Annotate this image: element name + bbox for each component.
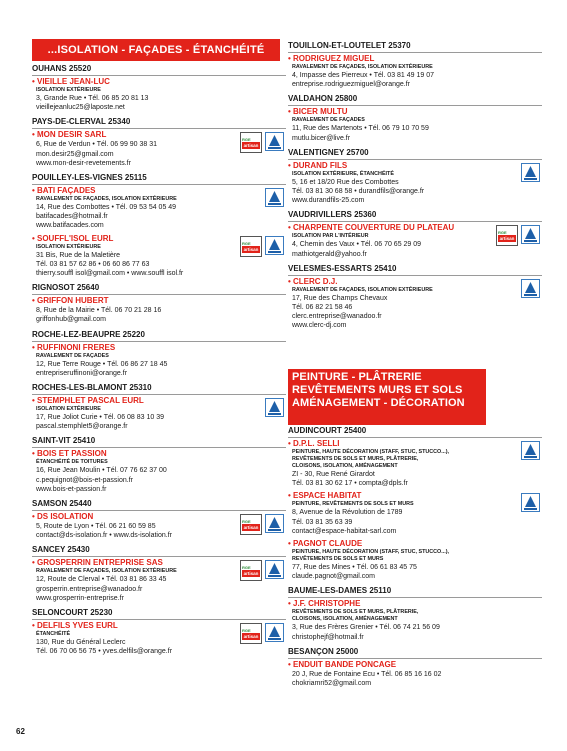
- city-heading: VALDAHON 25800: [288, 93, 542, 106]
- company-listing: [288, 223, 542, 258]
- contact-line: www.bois-et-passion.fr: [36, 485, 107, 493]
- certification-logos: [496, 225, 540, 246]
- contact-line: chokriamri52@gmail.com: [292, 680, 372, 688]
- bullet-icon: •: [288, 160, 291, 170]
- company-listing: [32, 512, 286, 540]
- bullet-icon: •: [32, 130, 35, 140]
- bullet-icon: •: [288, 223, 291, 233]
- contact-line: batifacades@hotmail.fr: [36, 213, 108, 221]
- city-heading: AUDINCOURT 25400: [288, 425, 542, 438]
- bullet-icon: •: [32, 77, 35, 86]
- certification-logos: [521, 441, 540, 460]
- activity-description: REVÊTEMENTS DE SOLS ET MURS: [292, 556, 384, 563]
- rge-artisan-logo: [240, 560, 262, 581]
- company-name: [288, 599, 542, 609]
- rge-artisan-logo: [240, 132, 262, 153]
- city-heading: VELESMES-ESSARTS 25410: [288, 263, 542, 276]
- company-name-text: J.F. CHRISTOPHE: [293, 599, 361, 609]
- activity-description: ISOLATION EXTÉRIEURE, ÉTANCHÉITÉ: [292, 170, 394, 177]
- company-name-text: VIEILLE JEAN-LUC: [37, 77, 110, 86]
- city-section: [32, 116, 286, 168]
- logo-text: RGE: [242, 628, 251, 634]
- contact-line: 17, Rue Joliot Curie • Tél. 06 08 83 10 39: [36, 414, 165, 422]
- company-name-text: DS ISOLATION: [37, 512, 94, 522]
- city-section: [32, 498, 286, 540]
- section-banner-peinture: [288, 369, 486, 425]
- contact-line: 6, Rue de Verdun • Tél. 06 99 90 38 31: [36, 141, 158, 149]
- company-name: [32, 296, 286, 306]
- company-name-text: DELFILS YVES EURL: [37, 621, 118, 631]
- city-section: [288, 585, 542, 641]
- company-name: [288, 54, 542, 64]
- bullet-icon: •: [32, 186, 35, 196]
- company-name: [32, 396, 286, 406]
- company-listing: [32, 296, 286, 324]
- company-name-text: MON DESIR SARL: [37, 130, 107, 140]
- contact-line: 16, Rue Jean Moulin • Tél. 07 76 62 37 00: [36, 467, 167, 475]
- activity-description: ISOLATION EXTÉRIEURE: [36, 243, 101, 250]
- activity-description: REVÊTEMENTS DE SOLS ET MURS, PLÂTRERIE,: [292, 456, 419, 462]
- bullet-icon: •: [288, 491, 291, 501]
- city-section: [288, 425, 542, 581]
- contact-line: 8, Avenue de la Révolution de 1789: [292, 509, 403, 517]
- qualibat-rge-logo: [265, 623, 284, 642]
- activity-description: ÉTANCHÉITÉ: [36, 631, 71, 638]
- company-name: [288, 660, 542, 670]
- qualibat-rge-logo: [265, 132, 284, 151]
- city-heading: ROCHE-LEZ-BEAUPRE 25220: [32, 329, 286, 342]
- qualibat-rge-logo: [521, 279, 540, 298]
- activity-description: RAVALEMENT DE FAÇADES, ISOLATION EXTÉRIEURE: [36, 196, 177, 203]
- company-listing: [288, 539, 542, 581]
- rge-artisan-logo: [240, 623, 262, 644]
- contact-line: www.grosperrin-entreprise.fr: [36, 594, 124, 602]
- contact-line: 4, Impasse des Pierreux • Tél. 03 81 49 19 07: [292, 72, 435, 79]
- city-section: [288, 147, 542, 206]
- qualibat-rge-logo: [521, 493, 540, 512]
- city-section: [32, 63, 286, 112]
- company-name-text: GRIFFON HUBERT: [37, 296, 109, 306]
- bullet-icon: •: [288, 439, 291, 448]
- logo-text: artisan: [243, 571, 259, 577]
- certification-logos: [265, 188, 284, 207]
- city-heading: SAMSON 25440: [32, 498, 286, 511]
- company-name-text: ENDUIT BANDE PONCAGE: [293, 659, 397, 669]
- city-section: [32, 544, 286, 603]
- company-listing: [32, 343, 286, 378]
- banner-line: REVÊTEMENTS MURS ET SOLS: [292, 384, 463, 396]
- right-column-bottom: [288, 425, 542, 692]
- certification-logos: [240, 560, 284, 581]
- company-name-text: CLERC D.J.: [293, 276, 338, 286]
- company-listing: [288, 439, 542, 488]
- company-listing: [32, 621, 286, 656]
- contact-line: 12, Rue Terre Rouge • Tél. 06 86 27 18 45: [36, 360, 168, 368]
- company-name: [32, 186, 286, 196]
- city-heading: SELONCOURT 25230: [32, 607, 286, 620]
- bullet-icon: •: [32, 296, 35, 306]
- company-listing: [288, 161, 542, 206]
- qualibat-rge-logo: [521, 163, 540, 182]
- activity-description: RAVALEMENT DE FAÇADES: [292, 117, 365, 124]
- company-name-text: BATI FAÇADES: [37, 186, 96, 196]
- city-heading: ROCHES-LES-BLAMONT 25310: [32, 382, 286, 395]
- qualibat-rge-logo: [265, 398, 284, 417]
- contact-line: Tél. 03 81 30 62 17 • compta@dpls.fr: [292, 480, 408, 488]
- logo-text: RGE: [242, 240, 251, 246]
- activity-description: ISOLATION EXTÉRIEURE: [36, 87, 101, 93]
- company-name-text: SOUFFL'ISOL EURL: [37, 233, 114, 243]
- company-name-text: BOIS ET PASSION: [37, 449, 107, 459]
- contact-line: 5, 16 et 18/20 Rue des Combottes: [292, 178, 399, 186]
- activity-description: PEINTURE, HAUTE DÉCORATION (STAFF, STUC, STUCCO...),: [292, 549, 450, 556]
- activity-description: ISOLATION EXTÉRIEURE: [36, 406, 101, 413]
- activity-description: RAVALEMENT DE FAÇADES, ISOLATION EXTÉRIEURE: [292, 64, 433, 70]
- company-name-text: DURAND FILS: [293, 160, 348, 170]
- contact-line: Tél. 03 81 57 62 86 • 06 60 86 77 63: [36, 260, 150, 268]
- city-heading: VALENTIGNEY 25700: [288, 147, 542, 160]
- contact-line: Tél. 03 81 30 68 58 • durandfils@orange.fr: [292, 188, 425, 196]
- contact-line: contact@ds-isolation.fr • www.ds-isolation.fr: [36, 532, 172, 540]
- contact-line: 5, Route de Lyon • Tél. 06 21 60 59 85: [36, 523, 156, 531]
- contact-line: mutlu.bicer@live.fr: [292, 134, 351, 142]
- contact-line: 17, Rue des Champs Chevaux: [292, 294, 388, 302]
- activity-description: ISOLATION PAR L'INTÉRIEUR: [292, 233, 369, 240]
- contact-line: 4, Chemin des Vaux • Tél. 06 70 65 29 09: [292, 241, 422, 249]
- logo-text: RGE: [242, 565, 251, 571]
- right-column-top: [288, 40, 542, 335]
- contact-line: contact@espace-habitat-sarl.com: [292, 527, 397, 535]
- contact-line: www.durandfils-25.com: [292, 197, 365, 205]
- bullet-icon: •: [32, 621, 35, 631]
- company-name-text: D.P.L. SELLI: [293, 439, 340, 448]
- city-heading: PAYS-DE-CLERVAL 25340: [32, 116, 286, 129]
- contact-line: 8, Rue de la Mairie • Tél. 06 70 21 28 16: [36, 307, 162, 315]
- company-listing: [288, 54, 542, 89]
- contact-line: griffonhub@gmail.com: [36, 316, 107, 324]
- company-listing: [32, 396, 286, 431]
- contact-line: christophejf@hotmail.fr: [292, 633, 364, 641]
- bullet-icon: •: [288, 539, 291, 549]
- logo-text: artisan: [243, 634, 259, 640]
- logo-text: RGE: [498, 230, 507, 236]
- activity-description: CLOISONS, ISOLATION, AMÉNAGEMENT: [292, 463, 398, 469]
- city-heading: SANCEY 25430: [32, 544, 286, 557]
- qualibat-rge-logo: [521, 225, 540, 244]
- certification-logos: [240, 514, 284, 535]
- bullet-icon: •: [288, 107, 291, 117]
- contact-line: grosperrin.entreprise@wanadoo.fr: [36, 585, 143, 593]
- contact-line: clerc.entreprise@wanadoo.fr: [292, 313, 382, 321]
- qualibat-rge-logo: [521, 441, 540, 460]
- contact-line: 20 J, Rue de Fontaine Ecu • Tél. 06 85 16 16 02: [292, 670, 442, 678]
- city-heading: SAINT-VIT 25410: [32, 435, 286, 448]
- company-listing: [32, 186, 286, 231]
- rge-artisan-logo: [240, 514, 262, 535]
- company-name-text: STEMPHLET PASCAL EURL: [37, 396, 144, 406]
- qualibat-rge-logo: [265, 236, 284, 255]
- contact-line: www.clerc-dj.com: [292, 322, 347, 330]
- contact-line: www.batifacades.com: [36, 222, 104, 230]
- company-listing: [32, 558, 286, 603]
- banner-line: AMÉNAGEMENT - DÉCORATION: [292, 397, 465, 409]
- company-listing: [32, 130, 286, 168]
- activity-description: PEINTURE, REVÊTEMENTS DE SOLS ET MURS: [292, 501, 414, 508]
- contact-line: 77, Rue des Mines • Tél. 06 61 83 45 75: [292, 564, 417, 572]
- company-name: [288, 539, 542, 549]
- company-name-text: GROSPERRIN ENTREPRISE SAS: [37, 558, 163, 568]
- activity-description: REVÊTEMENTS DE SOLS ET MURS, PLÂTRERIE,: [292, 609, 419, 616]
- contact-line: claude.pagnot@gmail.com: [292, 573, 375, 581]
- contact-line: vieillejeanluc25@laposte.net: [36, 104, 125, 112]
- qualibat-rge-logo: [265, 514, 284, 533]
- contact-line: mathiotgerald@yahoo.fr: [292, 250, 367, 258]
- certification-logos: [240, 623, 284, 644]
- company-listing: [288, 277, 542, 331]
- contact-line: mon.desir25@gmail.com: [36, 150, 114, 158]
- city-section: [32, 435, 286, 494]
- certification-logos: [240, 236, 284, 257]
- contact-line: thierry.souffl isol@gmail.com • www.souffl isol.fr: [36, 270, 184, 278]
- company-listing: [288, 660, 542, 688]
- company-listing: [32, 77, 286, 112]
- company-name-text: RUFFINONI FRERES: [37, 342, 116, 352]
- contact-line: entrepriseruffinoni@orange.fr: [36, 369, 128, 377]
- city-heading: BESANÇON 25000: [288, 646, 542, 659]
- city-section: [288, 209, 542, 258]
- company-name: [288, 439, 542, 449]
- bullet-icon: •: [32, 558, 35, 568]
- company-name-text: CHARPENTE COUVERTURE DU PLATEAU: [293, 223, 455, 233]
- company-listing: [32, 234, 286, 279]
- city-heading: BAUME-LES-DAMES 25110: [288, 585, 542, 598]
- activity-description: RAVALEMENT DE FAÇADES, ISOLATION EXTÉRIEURE: [292, 286, 433, 293]
- city-heading: RIGNOSOT 25640: [32, 282, 286, 295]
- company-listing: [288, 491, 542, 536]
- city-section: [288, 40, 542, 89]
- certification-logos: [521, 163, 540, 182]
- company-name-text: BICER MULTU: [293, 107, 348, 117]
- logo-text: RGE: [242, 519, 251, 525]
- contact-line: entreprise.rodriguezmiguel@orange.fr: [292, 81, 410, 89]
- city-section: [32, 282, 286, 324]
- activity-description: ÉTANCHÉITÉ DE TOITURES: [36, 459, 108, 466]
- company-name-text: RODRIGUEZ MIGUEL: [293, 54, 375, 63]
- contact-line: 3, Grande Rue • Tél. 06 85 20 81 13: [36, 95, 149, 102]
- bullet-icon: •: [32, 342, 35, 352]
- contact-line: 130, Rue du Général Leclerc: [36, 639, 126, 647]
- qualibat-rge-logo: [265, 560, 284, 579]
- company-listing: [288, 599, 542, 641]
- company-name: [288, 491, 542, 501]
- certification-logos: [240, 132, 284, 153]
- bullet-icon: •: [32, 233, 35, 243]
- left-column: [32, 63, 286, 660]
- page-number: 62: [16, 727, 25, 736]
- city-section: [32, 329, 286, 378]
- company-listing: [288, 107, 542, 142]
- city-section: [32, 172, 286, 278]
- contact-line: Tél. 06 70 06 56 75 • yves.delfils@orange.fr: [36, 648, 173, 656]
- contact-line: 31 Bis, Rue de la Maletière: [36, 251, 121, 259]
- contact-line: 11, Rue des Martenots • Tél. 06 79 10 70 59: [292, 125, 429, 133]
- banner-line: PEINTURE - PLÂTRERIE: [292, 371, 422, 383]
- company-name: [288, 107, 542, 117]
- bullet-icon: •: [288, 599, 291, 609]
- activity-description: CLOISONS, ISOLATION, AMÉNAGEMENT: [292, 616, 398, 623]
- contact-line: pascal.stemphlet5@orange.fr: [36, 423, 128, 431]
- logo-text: artisan: [243, 246, 259, 252]
- activity-description: PEINTURE, HAUTE DÉCORATION (STAFF, STUC, STUCCO...),: [292, 449, 450, 455]
- contact-line: 14, Rue des Combottes • Tél. 09 53 54 05 49: [36, 204, 177, 212]
- contact-line: ZI - 30, Rue René Girardot: [292, 471, 375, 478]
- company-name: [32, 343, 286, 353]
- certification-logos: [521, 279, 540, 298]
- rge-artisan-logo: [496, 225, 518, 246]
- activity-description: RAVALEMENT DE FAÇADES, ISOLATION EXTÉRIEURE: [36, 568, 177, 575]
- bullet-icon: •: [288, 276, 291, 286]
- company-name: [32, 449, 286, 459]
- bullet-icon: •: [288, 54, 291, 63]
- city-section: [288, 263, 542, 331]
- logo-text: artisan: [499, 236, 515, 242]
- contact-line: 12, Route de Clerval • Tél. 03 81 86 33 45: [36, 576, 167, 584]
- city-section: [288, 93, 542, 142]
- city-section: [32, 382, 286, 431]
- company-name: [288, 161, 542, 171]
- contact-line: Tél. 06 82 21 58 46: [292, 304, 353, 312]
- contact-line: Tél. 03 81 35 63 39: [292, 518, 353, 526]
- rge-artisan-logo: [240, 236, 262, 257]
- company-name: [32, 77, 286, 87]
- logo-text: artisan: [243, 143, 259, 149]
- section-banner-isolation: ...ISOLATION - FAÇADES - ÉTANCHÉITÉ: [32, 39, 280, 61]
- logo-text: artisan: [243, 525, 259, 531]
- company-listing: [32, 449, 286, 494]
- logo-text: RGE: [242, 137, 251, 143]
- contact-line: 3, Rue des Frères Grenier • Tél. 06 74 21 56 09: [292, 624, 440, 632]
- company-name-text: PAGNOT CLAUDE: [293, 539, 363, 549]
- city-heading: OUHANS 25520: [32, 63, 286, 76]
- certification-logos: [265, 398, 284, 417]
- bullet-icon: •: [32, 512, 35, 522]
- contact-line: www.mon-desir-revetements.fr: [36, 159, 131, 167]
- city-section: [288, 646, 542, 688]
- city-heading: POUILLEY-LES-VIGNES 25115: [32, 172, 286, 185]
- activity-description: RAVALEMENT DE FAÇADES: [36, 352, 109, 359]
- certification-logos: [521, 493, 540, 512]
- bullet-icon: •: [32, 449, 35, 459]
- city-heading: VAUDRIVILLERS 25360: [288, 209, 542, 222]
- company-name-text: ESPACE HABITAT: [293, 491, 362, 501]
- contact-line: c.pequignot@bois-et-passion.fr: [36, 476, 133, 484]
- city-heading: TOUILLON-ET-LOUTELET 25370: [288, 40, 542, 53]
- company-name: [288, 277, 542, 287]
- bullet-icon: •: [32, 396, 35, 406]
- qualibat-rge-logo: [265, 188, 284, 207]
- city-section: [32, 607, 286, 656]
- bullet-icon: •: [288, 659, 291, 669]
